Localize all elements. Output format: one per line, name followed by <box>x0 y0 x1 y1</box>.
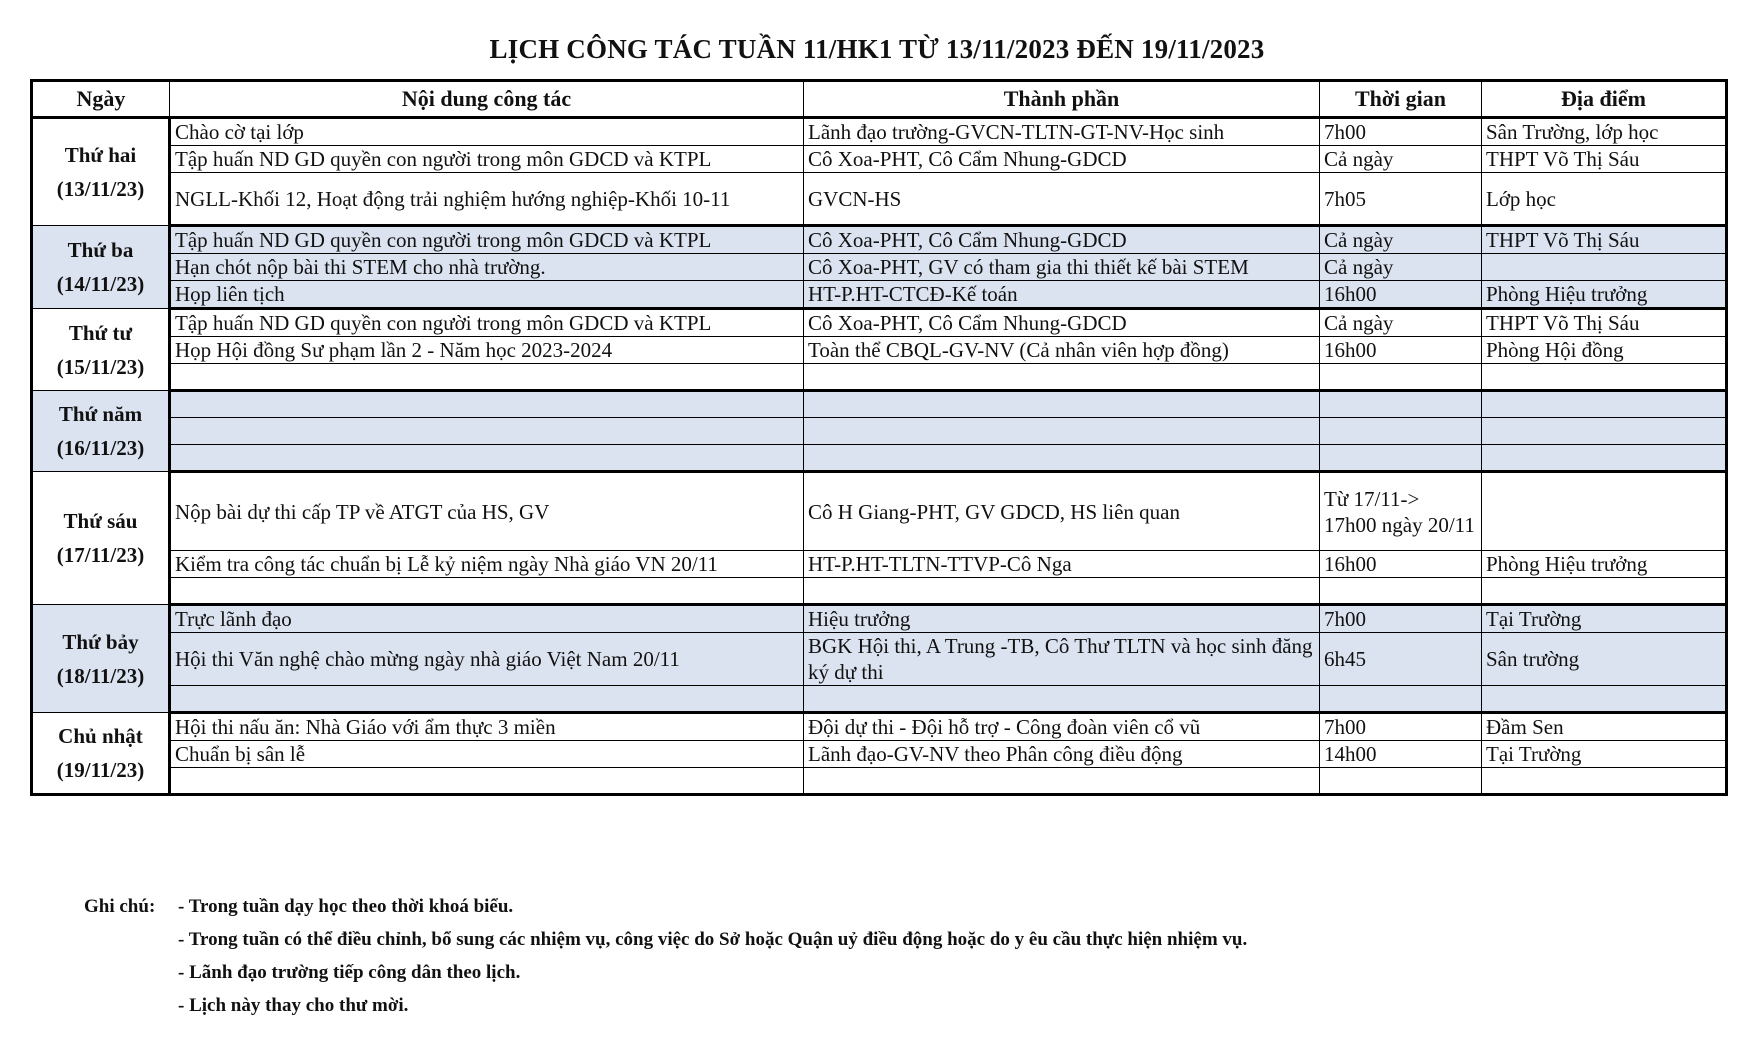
table-row <box>32 713 1727 741</box>
table-row <box>32 173 1727 226</box>
content-cell: Trực lãnh đạo <box>170 605 804 633</box>
content-cell <box>170 768 804 795</box>
place-cell: Sân Trường, lớp học <box>1482 118 1727 146</box>
place-cell <box>1482 472 1727 551</box>
time-cell: 6h45 <box>1320 633 1482 686</box>
time-cell: 16h00 <box>1320 551 1482 578</box>
members-cell: GVCN-HS <box>804 173 1320 226</box>
content-cell: NGLL-Khối 12, Hoạt động trải nghiệm hướng nghiệp-Khối 10-11 <box>170 173 804 226</box>
time-cell: Cả ngày <box>1320 146 1482 173</box>
day-cell <box>32 118 170 226</box>
content-cell: Chuẩn bị sân lễ <box>170 741 804 768</box>
place-cell: THPT Võ Thị Sáu <box>1482 309 1727 337</box>
content-cell <box>170 391 804 418</box>
place-cell: THPT Võ Thị Sáu <box>1482 146 1727 173</box>
content-cell: Hội thi nấu ăn: Nhà Giáo với ẩm thực 3 miền <box>170 713 804 741</box>
place-cell <box>1482 418 1727 445</box>
table-row <box>32 309 1727 337</box>
note-item: - Trong tuần dạy học theo thời khoá biểu. <box>178 896 514 917</box>
table-row <box>32 686 1727 713</box>
place-cell <box>1482 364 1727 391</box>
day-date: (14/11/23) <box>56 272 145 296</box>
place-cell <box>1482 686 1727 713</box>
members-cell: BGK Hội thi, A Trung -TB, Cô Thư TLTN và học sinh đăng ký dự thi <box>804 633 1320 686</box>
day-name: Thứ tư <box>68 320 133 345</box>
table-row <box>32 578 1727 605</box>
time-cell: 16h00 <box>1320 281 1482 309</box>
content-cell <box>170 578 804 605</box>
day-name: Thứ ba <box>67 238 134 262</box>
content-cell: Kiểm tra công tác chuẩn bị Lễ kỷ niệm ngày Nhà giáo VN 20/11 <box>170 551 804 578</box>
place-cell: Phòng Hiệu trưởng <box>1482 281 1727 309</box>
content-cell <box>170 686 804 713</box>
table-row <box>32 551 1727 578</box>
day-cell <box>32 472 170 605</box>
members-cell: Lãnh đạo trường-GVCN-TLTN-GT-NV-Học sinh <box>804 118 1320 146</box>
members-cell: Lãnh đạo-GV-NV theo Phân công điều động <box>804 741 1320 768</box>
place-cell <box>1482 445 1727 472</box>
page-title: LỊCH CÔNG TÁC TUẦN 11/HK1 TỪ 13/11/2023 ĐẾN 19/11/2023 <box>489 34 1265 64</box>
table-row <box>32 741 1727 768</box>
table-row <box>32 768 1727 795</box>
place-cell <box>1482 578 1727 605</box>
content-cell: Họp Hội đồng Sư phạm lần 2 - Năm học 2023-2024 <box>170 337 804 364</box>
members-cell <box>804 364 1320 391</box>
members-cell: Cô H Giang-PHT, GV GDCD, HS liên quan <box>804 472 1320 551</box>
time-cell: Cả ngày <box>1320 254 1482 281</box>
day-name: Thứ bảy <box>62 629 139 654</box>
content-cell: Chào cờ tại lớp <box>170 118 804 146</box>
time-cell: 7h00 <box>1320 118 1482 146</box>
time-cell: 7h00 <box>1320 713 1482 741</box>
note-item: - Lịch này thay cho thư mời. <box>178 995 409 1016</box>
table-row <box>32 445 1727 472</box>
day-date: (19/11/23) <box>56 758 145 782</box>
header-time: Thời gian <box>1320 81 1482 118</box>
members-cell: HT-P.HT-TLTN-TTVP-Cô Nga <box>804 551 1320 578</box>
content-cell: Hội thi Văn nghệ chào mừng ngày nhà giáo Việt Nam 20/11 <box>170 633 804 686</box>
day-date: (13/11/23) <box>56 177 145 201</box>
day-cell <box>32 226 170 309</box>
content-cell <box>170 445 804 472</box>
header-day: Ngày <box>32 81 170 118</box>
place-cell <box>1482 768 1727 795</box>
table-row <box>32 472 1727 551</box>
members-cell: Đội dự thi - Đội hỗ trợ - Công đoàn viên cổ vũ <box>804 713 1320 741</box>
members-cell <box>804 391 1320 418</box>
table-row <box>32 605 1727 633</box>
place-cell: Sân trường <box>1482 633 1727 686</box>
day-name: Thứ hai <box>64 143 137 167</box>
time-cell: 16h00 <box>1320 337 1482 364</box>
day-cell <box>32 713 170 795</box>
place-cell: THPT Võ Thị Sáu <box>1482 226 1727 254</box>
table-row <box>32 418 1727 445</box>
time-cell <box>1320 391 1482 418</box>
members-cell: Cô Xoa-PHT, Cô Cẩm Nhung-GDCD <box>804 146 1320 173</box>
notes-label: Ghi chú: <box>84 896 156 917</box>
table-row <box>32 254 1727 281</box>
table-row <box>32 226 1727 254</box>
content-cell: Tập huấn ND GD quyền con người trong môn GDCD và KTPL <box>170 226 804 254</box>
day-date: (16/11/23) <box>56 436 145 460</box>
members-cell <box>804 768 1320 795</box>
content-cell <box>170 364 804 391</box>
members-cell: HT-P.HT-CTCĐ-Kế toán <box>804 281 1320 309</box>
time-cell: 7h05 <box>1320 173 1482 226</box>
place-cell: Tại Trường <box>1482 741 1727 768</box>
day-date: (18/11/23) <box>56 663 145 688</box>
day-name: Thứ năm <box>58 402 143 426</box>
place-cell: Đầm Sen <box>1482 713 1727 741</box>
members-cell: Toàn thể CBQL-GV-NV (Cả nhân viên hợp đồng) <box>804 337 1320 364</box>
time-cell: 7h00 <box>1320 605 1482 633</box>
day-cell <box>32 391 170 472</box>
schedule-table <box>30 79 1728 796</box>
table-row <box>32 118 1727 146</box>
content-cell: Tập huấn ND GD quyền con người trong môn GDCD và KTPL <box>170 309 804 337</box>
table-row <box>32 281 1727 309</box>
time-cell <box>1320 768 1482 795</box>
time-cell <box>1320 445 1482 472</box>
members-cell: Cô Xoa-PHT, Cô Cẩm Nhung-GDCD <box>804 226 1320 254</box>
note-item: - Trong tuần có thể điều chỉnh, bổ sung các nhiệm vụ, công việc do Sở hoặc Quận uỷ điều động hoặc do y êu cầu thực hiện nhiệm vụ. <box>178 929 1248 950</box>
time-cell: Từ 17/11-> 17h00 ngày 20/11 <box>1320 472 1482 551</box>
content-cell: Họp liên tịch <box>170 281 804 309</box>
time-cell <box>1320 418 1482 445</box>
table-row <box>32 633 1727 686</box>
time-cell: 14h00 <box>1320 741 1482 768</box>
members-cell <box>804 578 1320 605</box>
members-cell: Cô Xoa-PHT, GV có tham gia thi thiết kế bài STEM <box>804 254 1320 281</box>
day-name: Chủ nhật <box>58 724 143 748</box>
table-row <box>32 364 1727 391</box>
members-cell <box>804 445 1320 472</box>
day-date: (17/11/23) <box>56 543 145 567</box>
members-cell: Hiệu trưởng <box>804 605 1320 633</box>
place-cell: Lớp học <box>1482 173 1727 226</box>
table-row <box>32 146 1727 173</box>
place-cell: Tại Trường <box>1482 605 1727 633</box>
time-cell: Cả ngày <box>1320 226 1482 254</box>
members-cell: Cô Xoa-PHT, Cô Cẩm Nhung-GDCD <box>804 309 1320 337</box>
members-cell <box>804 418 1320 445</box>
content-cell: Hạn chót nộp bài thi STEM cho nhà trường. <box>170 254 804 281</box>
time-cell <box>1320 364 1482 391</box>
note-item: - Lãnh đạo trường tiếp công dân theo lịch. <box>178 962 521 983</box>
header-members: Thành phần <box>804 81 1320 118</box>
time-cell <box>1320 686 1482 713</box>
time-cell: Cả ngày <box>1320 309 1482 337</box>
day-date: (15/11/23) <box>56 354 145 379</box>
members-cell <box>804 686 1320 713</box>
day-cell <box>32 605 170 713</box>
time-cell <box>1320 578 1482 605</box>
header-content: Nội dung công tác <box>170 81 804 118</box>
day-name: Thứ sáu <box>63 509 138 533</box>
place-cell: Phòng Hiệu trưởng <box>1482 551 1727 578</box>
content-cell <box>170 418 804 445</box>
content-cell: Tập huấn ND GD quyền con người trong môn GDCD và KTPL <box>170 146 804 173</box>
place-cell <box>1482 254 1727 281</box>
content-cell: Nộp bài dự thi cấp TP về ATGT của HS, GV <box>170 472 804 551</box>
place-cell <box>1482 391 1727 418</box>
header-place: Địa điểm <box>1482 81 1727 118</box>
schedule-body <box>32 118 1727 795</box>
table-row <box>32 337 1727 364</box>
table-row <box>32 391 1727 418</box>
place-cell: Phòng Hội đồng <box>1482 337 1727 364</box>
day-cell <box>32 309 170 391</box>
header-row <box>32 81 1727 118</box>
